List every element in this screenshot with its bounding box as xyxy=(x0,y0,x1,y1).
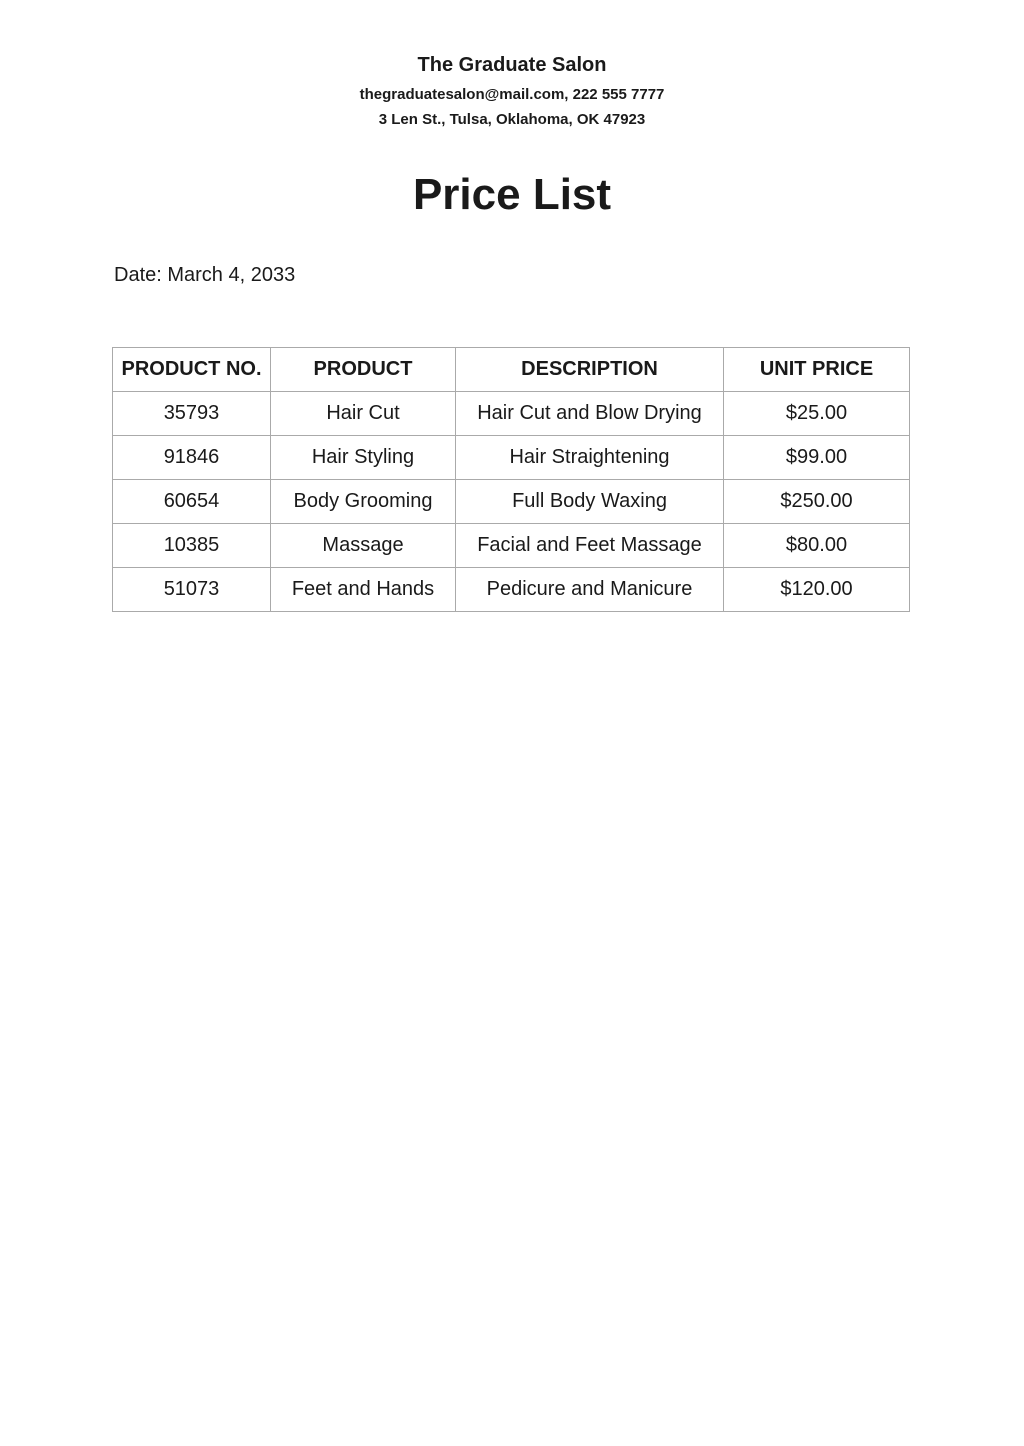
cell-description: Hair Cut and Blow Drying xyxy=(456,392,724,436)
cell-product-no: 10385 xyxy=(113,524,271,568)
cell-description: Full Body Waxing xyxy=(456,480,724,524)
cell-description: Hair Straightening xyxy=(456,436,724,480)
cell-product-no: 91846 xyxy=(113,436,271,480)
header-product-no: PRODUCT NO. xyxy=(113,348,271,392)
cell-product: Hair Cut xyxy=(271,392,456,436)
company-address: 3 Len St., Tulsa, Oklahoma, OK 47923 xyxy=(378,111,646,128)
header-description: DESCRIPTION xyxy=(456,348,724,392)
table-row xyxy=(113,524,910,568)
cell-description: Facial and Feet Massage xyxy=(456,524,724,568)
header-unit-price: UNIT PRICE xyxy=(724,348,910,392)
table-row xyxy=(113,392,910,436)
cell-unit-price: $80.00 xyxy=(724,524,910,568)
company-contact: thegraduatesalon@mail.com, 222 555 7777 xyxy=(359,86,665,103)
cell-unit-price: $25.00 xyxy=(724,392,910,436)
price-table xyxy=(112,347,910,612)
cell-product-no: 60654 xyxy=(113,480,271,524)
cell-product: Hair Styling xyxy=(271,436,456,480)
cell-product: Massage xyxy=(271,524,456,568)
cell-product: Feet and Hands xyxy=(271,568,456,612)
cell-product: Body Grooming xyxy=(271,480,456,524)
table-row xyxy=(113,480,910,524)
cell-unit-price: $250.00 xyxy=(724,480,910,524)
company-name: The Graduate Salon xyxy=(417,54,607,76)
date: Date: March 4, 2033 xyxy=(114,264,296,286)
page-title: Price List xyxy=(412,170,612,219)
cell-product-no: 35793 xyxy=(113,392,271,436)
cell-unit-price: $99.00 xyxy=(724,436,910,480)
table-header-row xyxy=(113,348,910,392)
header-product: PRODUCT xyxy=(271,348,456,392)
cell-description: Pedicure and Manicure xyxy=(456,568,724,612)
cell-product-no: 51073 xyxy=(113,568,271,612)
table-row xyxy=(113,436,910,480)
table-row xyxy=(113,568,910,612)
cell-unit-price: $120.00 xyxy=(724,568,910,612)
